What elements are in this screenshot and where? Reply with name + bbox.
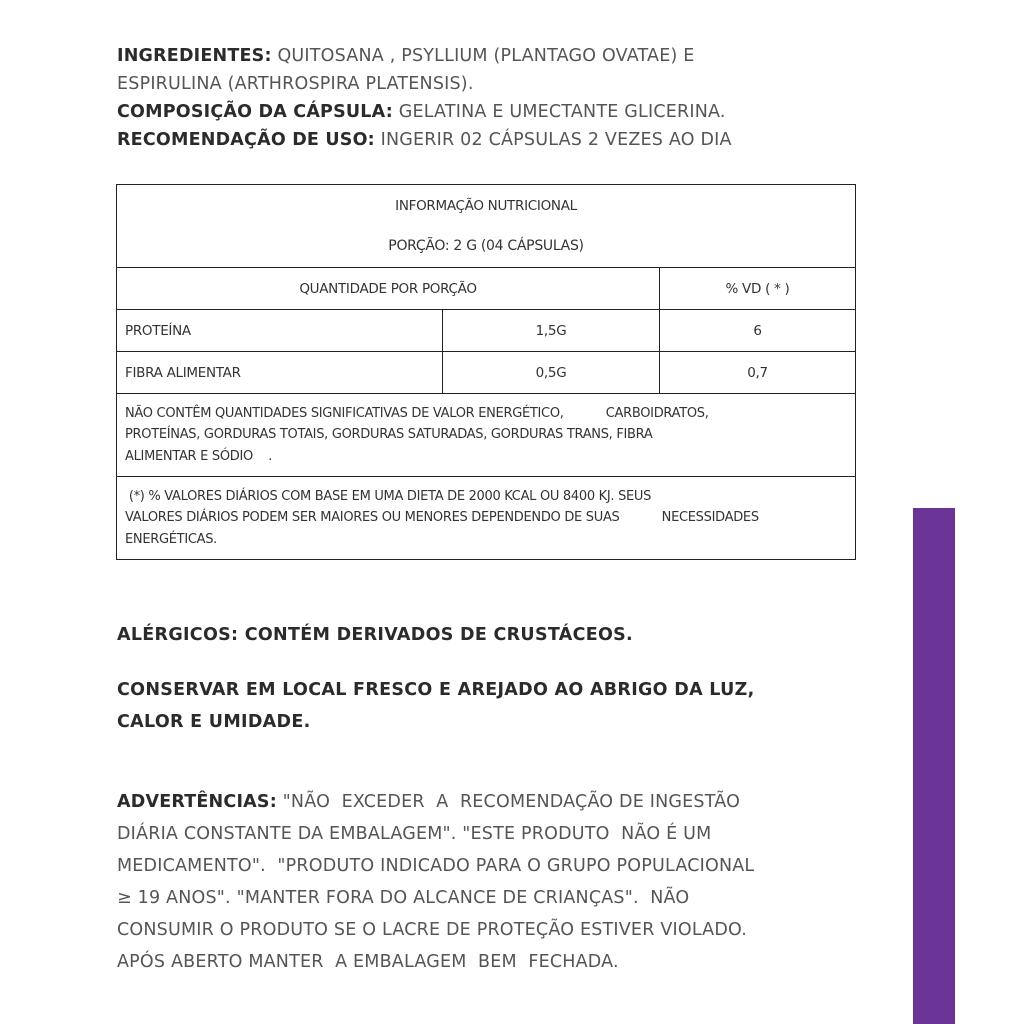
nutrition-header — [117, 185, 856, 268]
ingredients-text-2: ESPIRULINA (ARTHROSPIRA PLATENSIS). — [117, 74, 474, 94]
nutrient-amount: 1,5G — [443, 310, 660, 352]
accent-stripe — [913, 508, 955, 1024]
nutrition-footnote — [117, 477, 856, 560]
capsule-line — [117, 98, 857, 126]
usage-line — [117, 126, 857, 154]
warnings-line-2: DIÁRIA CONSTANTE DA EMBALAGEM". "ESTE PRODUTO NÃO É UM — [117, 824, 712, 844]
warnings-line-5: CONSUMIR O PRODUTO SE O LACRE DE PROTEÇÃO ESTIVER VIOLADO. — [117, 920, 748, 940]
col-vd-header: % VD ( * ) — [660, 268, 856, 310]
usage-label: RECOMENDAÇÃO DE USO: — [117, 130, 375, 150]
usage-text: INGERIR 02 CÁPSULAS 2 VEZES AO DIA — [380, 130, 732, 150]
capsule-text: GELATINA E UMECTANTE GLICERINA. — [398, 102, 726, 122]
nutrient-amount: 0,5G — [443, 352, 660, 394]
nutrient-vd: 6 — [660, 310, 856, 352]
nutrient-name: FIBRA ALIMENTAR — [117, 352, 443, 394]
nutrition-portion: PORÇÃO: 2 G (04 CÁPSULAS) — [388, 238, 584, 254]
footnote-line: (*) % VALORES DIÁRIOS COM BASE EM UMA DIETA DE 2000 KCAL OU 8400 KJ. SEUS — [125, 488, 652, 504]
nutrient-name: PROTEÍNA — [117, 310, 443, 352]
allergens-notice: ALÉRGICOS: CONTÉM DERIVADOS DE CRUSTÁCEOS. — [117, 625, 633, 645]
warnings-line-6: APÓS ABERTO MANTER A EMBALAGEM BEM FECHADA. — [117, 952, 619, 972]
footnote-line: ENERGÉTICAS. — [125, 531, 218, 547]
storage-line-1: CONSERVAR EM LOCAL FRESCO E AREJADO AO ABRIGO DA LUZ, — [117, 680, 755, 700]
ingredients-text-1: QUITOSANA , PSYLLIUM (PLANTAGO OVATAE) E — [277, 46, 695, 66]
note-line: PROTEÍNAS, GORDURAS TOTAIS, GORDURAS SATURADAS, GORDURAS TRANS, FIBRA — [125, 427, 653, 443]
ingredients-line-2 — [117, 70, 857, 98]
col-quantity-header: QUANTIDADE POR PORÇÃO — [117, 268, 660, 310]
footnote-line: VALORES DIÁRIOS PODEM SER MAIORES OU MENORES DEPENDENDO DE SUAS NECESSIDADES — [125, 510, 759, 526]
warnings-line-4: ≥ 19 ANOS". "MANTER FORA DO ALCANCE DE CRIANÇAS". NÃO — [117, 888, 690, 908]
table-row — [117, 352, 856, 394]
warnings-line-3: MEDICAMENTO". "PRODUTO INDICADO PARA O GRUPO POPULACIONAL — [117, 856, 755, 876]
ingredients-line-1 — [117, 42, 857, 70]
nutrition-facts-table — [116, 184, 856, 560]
warnings-label: ADVERTÊNCIAS: — [117, 792, 277, 812]
nutrient-vd: 0,7 — [660, 352, 856, 394]
label-intro-section — [117, 42, 857, 154]
storage-line-2: CALOR E UMIDADE. — [117, 712, 311, 732]
note-line: ALIMENTAR E SÓDIO . — [125, 448, 273, 464]
warnings-section — [117, 786, 857, 978]
nutrition-note — [117, 394, 856, 477]
warnings-text-1: "NÃO EXCEDER A RECOMENDAÇÃO DE INGESTÃO — [282, 792, 741, 812]
note-line: NÃO CONTÊM QUANTIDADES SIGNIFICATIVAS DE VALOR ENERGÉTICO, CARBOIDRATOS, — [125, 405, 709, 421]
ingredients-label: INGREDIENTES: — [117, 46, 272, 66]
capsule-label: COMPOSIÇÃO DA CÁPSULA: — [117, 102, 393, 122]
nutrition-title: INFORMAÇÃO NUTRICIONAL — [395, 198, 577, 214]
warnings-line-1 — [117, 786, 857, 818]
table-row — [117, 310, 856, 352]
